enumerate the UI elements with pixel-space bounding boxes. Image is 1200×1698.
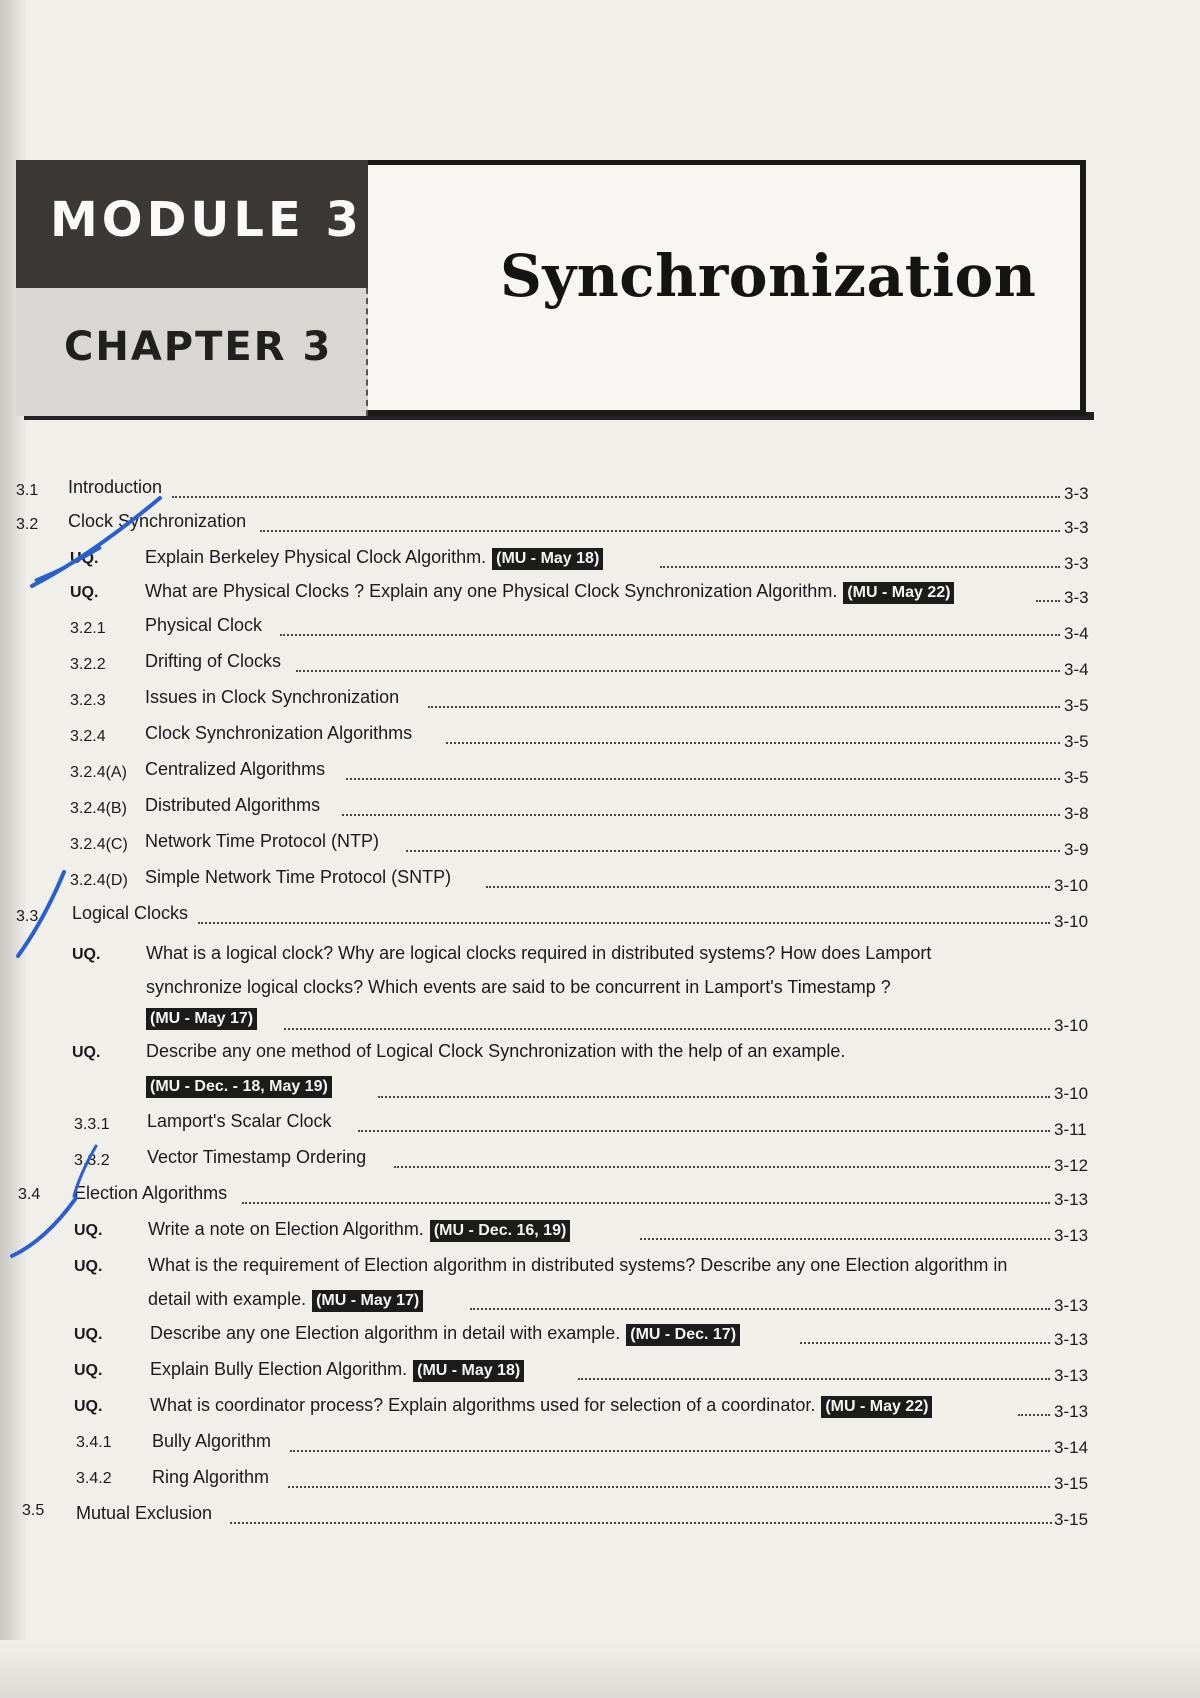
toc-page: 3-10 <box>1054 912 1089 931</box>
toc-number: 3.2.4(A) <box>70 764 127 781</box>
pen-stroke <box>36 548 100 580</box>
toc-number: 3.4.2 <box>76 1470 112 1487</box>
toc-entry-text: Clock Synchronization Algorithms <box>145 723 413 743</box>
exam-tag: (MU - May 18) <box>492 548 603 570</box>
toc-number: 3.4 <box>18 1186 41 1203</box>
toc-number: 3.3.1 <box>74 1116 110 1133</box>
toc-page: 3-11 <box>1054 1120 1087 1139</box>
toc-page: 3-15 <box>1054 1510 1089 1529</box>
toc-entry-text: Describe any one Election algorithm in detail with example. <box>150 1323 621 1343</box>
toc-page: 3-10 <box>1054 1016 1089 1035</box>
pen-stroke <box>12 1198 76 1256</box>
toc-page: 3-13 <box>1054 1226 1089 1245</box>
toc-number: 3.2.4(D) <box>70 872 128 889</box>
chapter-title: Synchronization <box>500 242 1037 310</box>
toc-page: 3-10 <box>1054 1084 1089 1103</box>
toc-entry-text: Explain Bully Election Algorithm. <box>150 1359 408 1379</box>
toc-page: 3-3 <box>1064 518 1089 537</box>
exam-tag: (MU - May 22) <box>843 582 954 604</box>
toc-entry-text: Bully Algorithm <box>152 1431 272 1451</box>
toc-number: 3.2.2 <box>70 656 106 673</box>
toc-entry-text: What is a logical clock? Why are logical clocks required in distributed systems? How does Lamport <box>146 943 932 963</box>
toc-number: 3.2.3 <box>70 692 106 709</box>
toc-number: 3.3.2 <box>74 1152 110 1169</box>
toc-entry-text: Election Algorithms <box>74 1183 228 1203</box>
toc-page: 3-9 <box>1064 840 1089 859</box>
exam-tag: (MU - May 22) <box>821 1396 932 1418</box>
toc-entry-text: Clock Synchronization <box>68 511 247 531</box>
toc-entry-text: Logical Clocks <box>72 903 189 923</box>
toc-entry-text: Vector Timestamp Ordering <box>147 1147 367 1167</box>
toc-page: 3-13 <box>1054 1296 1089 1315</box>
toc-number: 3.2.4 <box>70 728 106 745</box>
toc-entry-text-continued: detail with example. <box>148 1289 307 1309</box>
toc-number: 3.2.4(B) <box>70 800 127 817</box>
toc-entry-text: Describe any one method of Logical Clock Synchronization with the help of an example. <box>146 1041 846 1061</box>
exam-tag: (MU - May 17) <box>146 1008 257 1030</box>
exam-tag: (MU - Dec. 16, 19) <box>430 1220 570 1242</box>
toc-page: 3-4 <box>1064 660 1089 679</box>
toc-page: 3-12 <box>1054 1156 1089 1175</box>
toc-number: 3.2 <box>16 516 39 533</box>
toc-entry-text-continued: synchronize logical clocks? Which events are said to be concurrent in Lamport's Timestamp ? <box>146 977 891 997</box>
toc-page: 3-8 <box>1064 804 1089 823</box>
toc-entry-text: Network Time Protocol (NTP) <box>145 831 380 851</box>
toc-number: 3.5 <box>22 1502 45 1519</box>
exam-tag: (MU - May 18) <box>413 1360 524 1382</box>
toc-number: UQ. <box>74 1222 103 1239</box>
toc-entry-text: What are Physical Clocks ? Explain any one Physical Clock Synchronization Algorithm. <box>145 581 838 601</box>
toc-number: UQ. <box>72 946 101 963</box>
toc-entry-text: Mutual Exclusion <box>76 1503 213 1523</box>
toc-entry-text: Distributed Algorithms <box>145 795 321 815</box>
toc-number: UQ. <box>74 1398 103 1415</box>
toc-number: UQ. <box>70 550 99 567</box>
toc-number: 3.2.1 <box>70 620 106 637</box>
toc-page: 3-5 <box>1064 768 1089 787</box>
toc-entry-text: Physical Clock <box>145 615 263 635</box>
toc-page: 3-14 <box>1054 1438 1089 1457</box>
toc-page: 3-13 <box>1054 1330 1089 1349</box>
toc-number: UQ. <box>72 1044 101 1061</box>
module-label: MODULE 3 <box>50 192 363 248</box>
toc-number: UQ. <box>74 1362 103 1379</box>
toc-entry-text: Introduction <box>68 477 163 497</box>
exam-tag: (MU - Dec. 17) <box>626 1324 740 1346</box>
toc-entry-text: Drifting of Clocks <box>145 651 282 671</box>
toc-number: UQ. <box>74 1326 103 1343</box>
toc-entry-text: What is coordinator process? Explain algorithms used for selection of a coordinator. <box>150 1395 816 1415</box>
toc-entry-text: Centralized Algorithms <box>145 759 326 779</box>
toc-entry-text: Lamport's Scalar Clock <box>147 1111 332 1131</box>
toc-number: 3.2.4(C) <box>70 836 128 853</box>
toc-page: 3-13 <box>1054 1402 1089 1421</box>
toc-number: 3.1 <box>16 482 39 499</box>
toc-number: UQ. <box>70 584 99 601</box>
toc-page: 3-13 <box>1054 1366 1089 1385</box>
toc-page: 3-15 <box>1054 1474 1089 1493</box>
toc-page: 3-5 <box>1064 696 1089 715</box>
toc-entry-text: Simple Network Time Protocol (SNTP) <box>145 867 452 887</box>
toc-entry-text: Write a note on Election Algorithm. <box>148 1219 424 1239</box>
toc-page: 3-3 <box>1064 588 1089 607</box>
toc-entry-text: Issues in Clock Synchronization <box>145 687 400 707</box>
toc-page: 3-3 <box>1064 554 1089 573</box>
chapter-label: CHAPTER 3 <box>64 324 333 370</box>
toc-page: 3-3 <box>1064 484 1089 503</box>
toc-entry-text: Ring Algorithm <box>152 1467 270 1487</box>
toc-page: 3-10 <box>1054 876 1089 895</box>
exam-tag: (MU - Dec. - 18, May 19) <box>146 1076 332 1098</box>
toc-number: UQ. <box>74 1258 103 1275</box>
toc-entry-text: What is the requirement of Election algorithm in distributed systems? Describe any one Election algorithm in <box>148 1255 1008 1275</box>
toc-page: 3-4 <box>1064 624 1089 643</box>
pen-stroke <box>18 872 64 956</box>
toc-entry-text: Explain Berkeley Physical Clock Algorithm. <box>145 547 487 567</box>
toc-page: 3-13 <box>1054 1190 1089 1209</box>
pen-stroke <box>74 1146 96 1196</box>
exam-tag: (MU - May 17) <box>312 1290 423 1312</box>
toc-page: 3-5 <box>1064 732 1089 751</box>
toc-number: 3.4.1 <box>76 1434 112 1451</box>
toc-number: 3.3 <box>16 908 39 925</box>
